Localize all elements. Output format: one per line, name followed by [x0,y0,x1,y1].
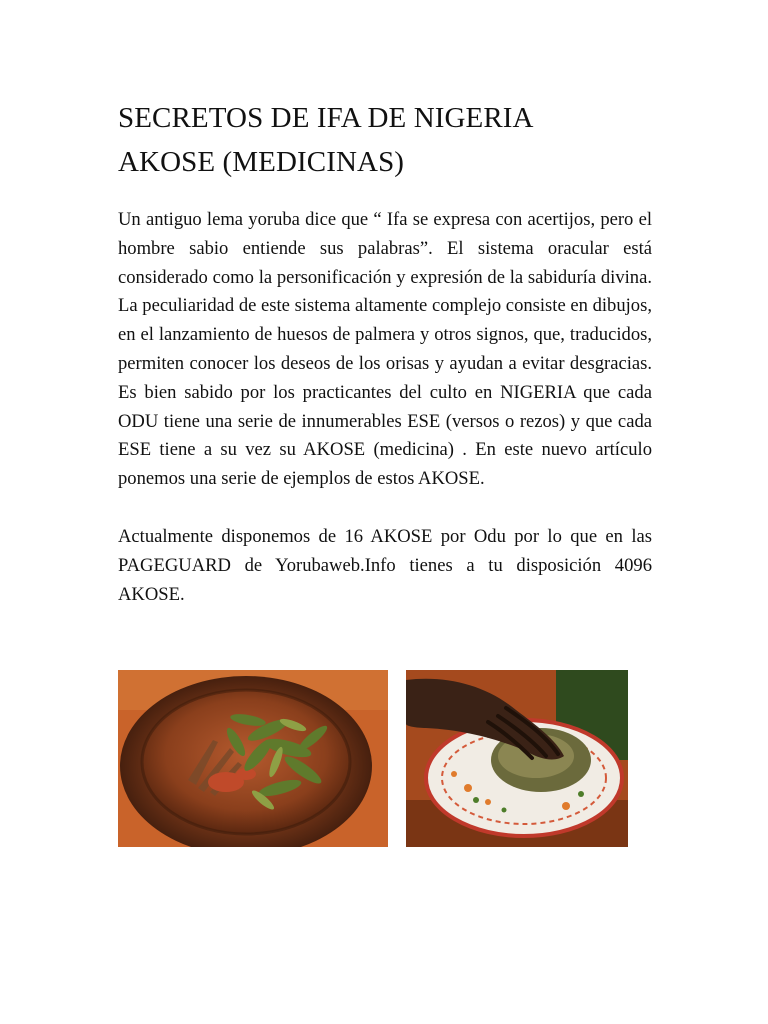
clay-pot-herbs-image [118,670,388,847]
intro-paragraph: Un antiguo lema yoruba dice que “ Ifa se expresa con acertijos, pero el hombre sabio entiende sus palabras”. El sistema oracular está considerado como la personificación y expresión de la sabiduría divina. La peculiaridad de este sistema altamente complejo consiste en dibujos, en el lanzamiento de huesos de palmera y otros signos, que, traducidos, permiten conocer los deseos de los orisas y ayudan a evitar desgracias. Es bien sabido por los practicantes del culto en NIGERIA que cada ODU tiene una serie de innumerables ESE (versos o rezos) y que cada ESE tiene a su vez su AKOSE (medicina) . En este nuevo artículo ponemos una serie de ejemplos de estos AKOSE. [118,209,652,490]
title-line-2: AKOSE (MEDICINAS) [118,146,405,178]
hand-mixing-plate-photo [406,670,628,847]
title-line-1: SECRETOS DE IFA DE NIGERIA [118,102,534,134]
document-page [118,96,652,609]
photo-row [118,670,628,847]
akose-count-paragraph: Actualmente disponemos de 16 AKOSE por Odu por lo que en las PAGEGUARD de Yorubaweb.Info tienes a tu disposición 4096 AKOSE. [118,525,652,605]
hand-mixing-plate-image [406,670,628,847]
clay-pot-herbs-photo [118,670,388,847]
page-title [118,96,652,184]
